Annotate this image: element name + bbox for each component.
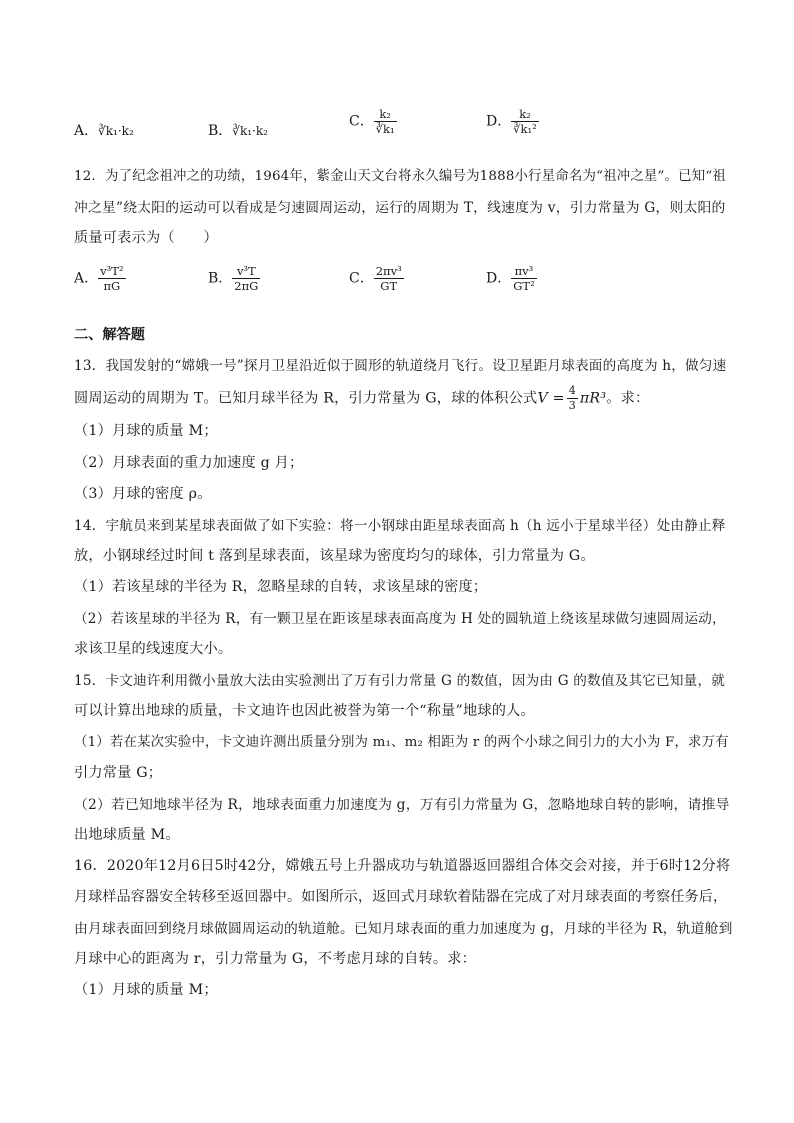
q14-line-2: 放，小钢球经过时间 t 落到星球表面，该星球为密度均匀的球体，引力常量为 G。 (74, 548, 595, 564)
q16-line-3: 由月球表面回到绕月球做圆周运动的轨道舱。已知月球表面的重力加速度为 g，月球的半径为 R，轨道舱到 (74, 921, 733, 937)
q16-line-4: 月球中心的距离为 r，引力常量为 G，不考虑月球的自转。求： (74, 951, 477, 967)
q13-line-2-end: 。求： (606, 390, 650, 407)
q12-option-a-fraction (98, 264, 125, 293)
q11-option-c (349, 107, 397, 136)
q12-option-b-label: B． (208, 270, 233, 287)
q15-line-2: 可以计算出地球的质量，卡文迪许也因此被誉为第一个“称量”地球的人。 (74, 703, 535, 719)
q13-part-1: （1）月球的质量 M； (74, 423, 218, 439)
q14-part-1: （1）若该星球的半径为 R，忽略星球的自转，求该星球的密度； (74, 579, 488, 595)
q12-option-b (208, 264, 260, 293)
q11-option-c-label: C． (349, 113, 374, 130)
section-title: 二、解答题 (74, 327, 145, 343)
q12-option-b-num: v³T (232, 264, 260, 279)
q12-option-a-den: πG (103, 279, 121, 293)
q15-part-2-line-2: 出地球质量 M。 (74, 827, 180, 843)
q13-part-2: （2）月球表面的重力加速度 g 月； (74, 455, 304, 471)
q14-line-1: 14．宇航员来到某星球表面做了如下实验：将一小钢球由距星球表面高 h（h 远小于星球半径）处由静止释 (74, 518, 726, 534)
q15-part-1-line-2: 引力常量 G； (74, 765, 163, 781)
q11-option-b-expr: ∛k₁·k₂ (232, 124, 268, 138)
q12-line-2: 冲之星”绕太阳的运动可以看成是匀速圆周运动，运行的周期为 T，线速度为 v，引力常量为 G，则太阳的 (74, 200, 726, 216)
q16-line-2: 月球样品容器安全转移至返回器中。如图所示，返回式月球软着陆器在完成了对月球表面的考察任务后， (74, 889, 728, 905)
q12-line-1: 12．为了纪念祖冲之的功绩，1964年，紫金山天文台将永久编号为1888小行星命名为“祖冲之星”。已知“祖 (74, 169, 726, 184)
q11-option-b (208, 120, 268, 140)
q12-option-d-fraction (511, 264, 536, 293)
q11-option-d-label: D． (486, 113, 512, 130)
q15-part-1-line-1: （1）若在某次实验中，卡文迪许测出质量分别为 m₁、m₂ 相距为 r 的两个小球之间引力的大小为 F，求万有 (74, 735, 729, 750)
q13-line-2 (74, 384, 649, 413)
q16-line-1: 16．2020年12月6日5时42分，嫦娥五号上升器成功与轨道器返回器组合体交会对接，并于6时12分将 (74, 858, 731, 874)
q12-option-c-den: GT (380, 279, 398, 293)
q11-option-c-fraction (374, 107, 397, 136)
q12-option-b-fraction (232, 264, 260, 293)
q13-part-3: （3）月球的密度 ρ。 (74, 486, 212, 502)
q11-option-d-den: ∛k₁² (513, 122, 537, 136)
q12-option-c-fraction (374, 264, 404, 293)
q13-formula-den: 3 (568, 399, 576, 412)
q15-part-2-line-1: （2）若已知地球半径为 R，地球表面重力加速度为 g，万有引力常量为 G，忽略地球自转的影响，请推导 (74, 797, 730, 813)
q12-option-a-num: v³T² (100, 264, 124, 278)
q12-option-a (74, 264, 126, 293)
q12-option-a-label: A． (74, 270, 99, 287)
q12-option-b-den: 2πG (234, 279, 259, 293)
q16-part-1: （1）月球的质量 M； (74, 982, 218, 998)
q15-line-1: 15．卡文迪许利用微小量放大法由实验测出了万有引力常量 G 的数值，因为由 G 的数值及其它已知量，就 (74, 673, 726, 689)
q14-part-2-line-2: 求该卫星的线速度大小。 (74, 641, 233, 657)
q13-formula-rhs: πR³ (579, 390, 607, 407)
q14-part-2-line-1: （2）若该星球的半径为 R，有一颗卫星在距该星球表面高度为 H 处的圆轨道上绕该星球做匀速圆周运动， (74, 611, 726, 627)
q11-option-d-fraction (511, 107, 539, 136)
q11-option-c-den: ∛k₁ (375, 122, 395, 136)
q11-option-d-num: k₂ (511, 107, 539, 122)
q11-option-a (74, 120, 134, 140)
q11-option-b-label: B． (208, 123, 233, 139)
q13-formula-lhs: V = (537, 390, 565, 407)
q13-line-2-text: 圆周运动的周期为 T。已知月球半径为 R，引力常量为 G，球的体积公式 (74, 390, 538, 407)
q12-option-d-num: πv³ (511, 264, 536, 279)
q13-formula-fraction (567, 384, 578, 413)
q12-option-c-label: C． (349, 270, 374, 287)
q12-option-c-num: 2πv³ (375, 264, 402, 278)
q12-line-3: 质量可表示为（ ） (74, 230, 218, 246)
q12-option-d-label: D． (486, 270, 512, 287)
q11-option-a-label: A． (74, 123, 99, 139)
q13-formula-num: 4 (568, 384, 576, 397)
q11-option-c-num: k₂ (374, 107, 397, 122)
q13-line-1: 13．我国发射的“嫦娥一号”探月卫星沿近似于圆形的轨道绕月飞行。设卫星距月球表面的高度为 h，做匀速 (74, 358, 727, 374)
q12-option-d (486, 264, 537, 293)
q12-option-c (349, 264, 404, 293)
q11-option-a-expr: ∛k₁·k₂ (98, 124, 134, 138)
q11-option-d (486, 107, 539, 136)
q12-option-d-den: GT² (513, 279, 535, 293)
